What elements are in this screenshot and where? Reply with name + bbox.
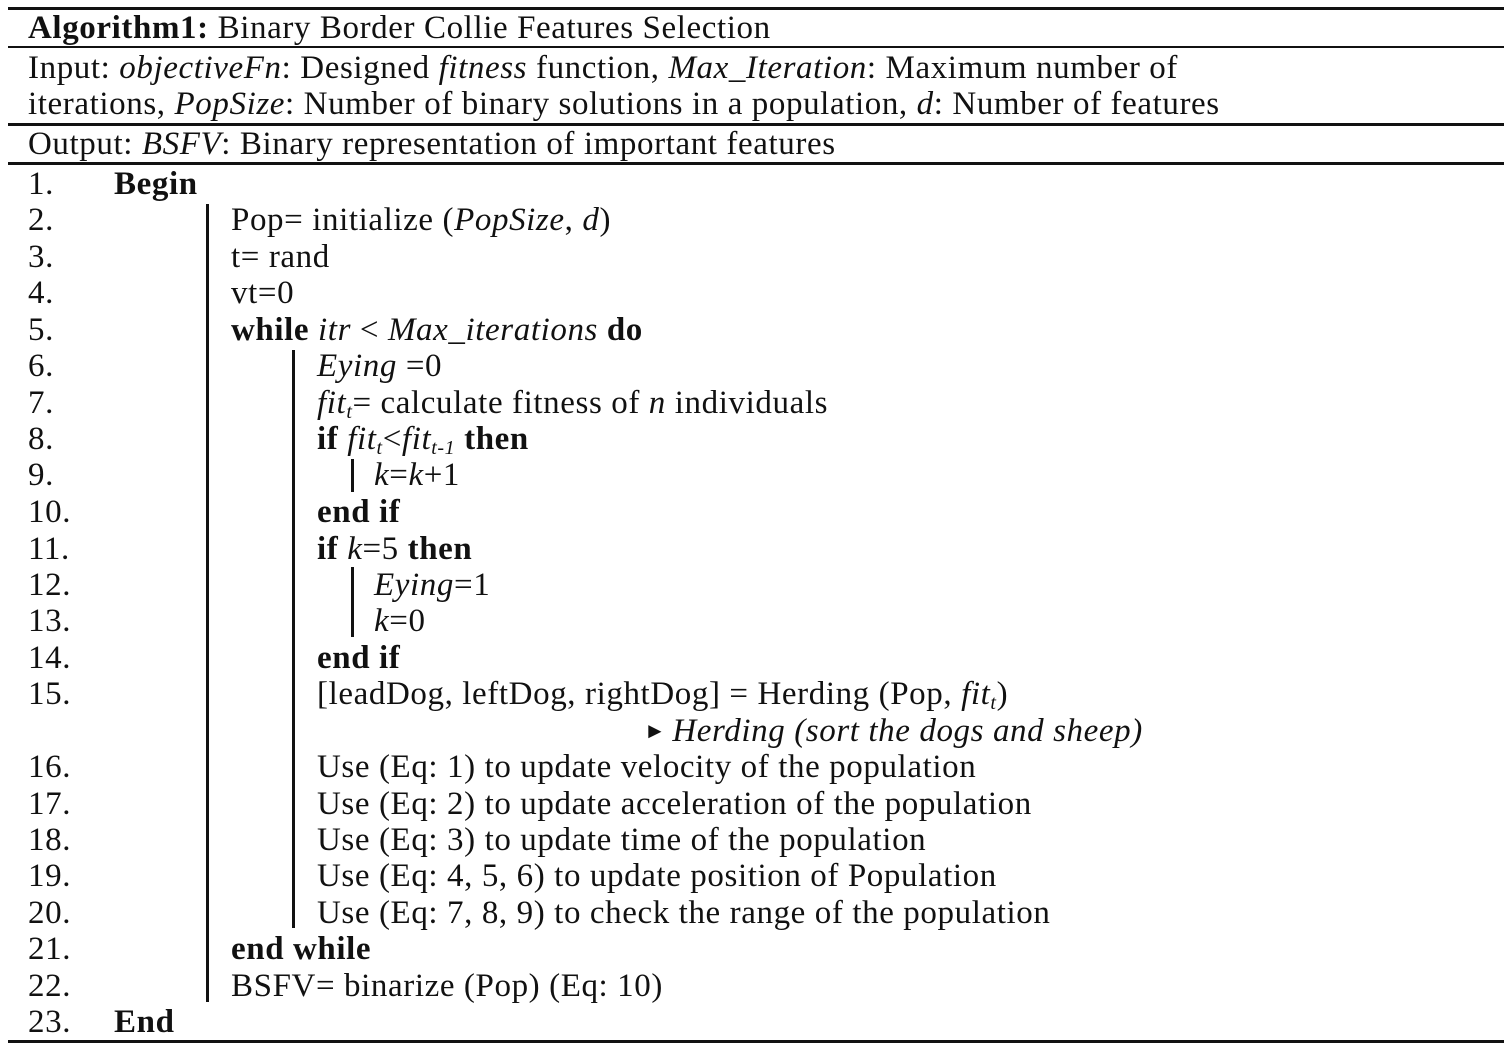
line-20: Use (Eq: 7, 8, 9) to check the range of the population [317, 895, 1051, 931]
line-5 [231, 312, 643, 348]
fit-subscript: t-1 [431, 437, 456, 459]
output-label: Output: [28, 126, 134, 162]
line-9 [374, 457, 460, 493]
header-rule [8, 46, 1504, 48]
herding-call: [leadDog, leftDog, rightDog] = Herding (Pop, [317, 676, 953, 712]
line-number: 16. [28, 749, 72, 785]
max-iterations-var: Max_iterations [387, 312, 598, 348]
max-iteration-name: Max_Iteration [668, 50, 867, 86]
line-number: 3. [28, 239, 54, 275]
line-number: 13. [28, 603, 72, 639]
line-number: 21. [28, 931, 72, 967]
equals: = [389, 457, 409, 493]
do-keyword: do [606, 312, 643, 348]
then-keyword: then [407, 531, 473, 567]
output-rule [8, 162, 1504, 165]
individuals-word: individuals [674, 385, 829, 421]
line-10: end if [317, 494, 401, 530]
fit-subscript: t [990, 692, 997, 714]
input-line-2 [28, 86, 1220, 122]
line-6 [317, 348, 442, 384]
fit-var: fit [401, 421, 432, 457]
line-number: 20. [28, 895, 72, 931]
line-8 [317, 421, 529, 457]
line-number: 9. [28, 457, 54, 493]
popsize-desc: : Number of binary solutions in a population, [285, 86, 908, 122]
n-var: n [648, 385, 666, 421]
line-number: 1. [28, 166, 54, 202]
assign-zero: =0 [389, 603, 426, 639]
function-word: function, [535, 50, 660, 86]
line-2 [231, 202, 611, 238]
line-19: Use (Eq: 4, 5, 6) to update position of Population [317, 858, 997, 894]
line-number: 19. [28, 858, 72, 894]
line-number: 7. [28, 385, 54, 421]
line-number: 4. [28, 275, 54, 311]
line-3: t= rand [231, 239, 330, 275]
k-var: k [374, 603, 390, 639]
line-14: end if [317, 640, 401, 676]
close-paren: ) [599, 202, 612, 238]
begin-block-line [206, 204, 209, 1002]
input-line-1 [28, 50, 1178, 86]
begin-keyword: Begin [114, 166, 198, 202]
k-var: k [347, 531, 363, 567]
line-number: 11. [28, 531, 70, 567]
line-number: 8. [28, 421, 54, 457]
herding-comment [644, 713, 1143, 749]
d-arg: d [582, 202, 600, 238]
fit-var: fit [961, 676, 991, 712]
line-21: end while [231, 931, 372, 967]
objective-fn-name: objectiveFn [119, 50, 282, 86]
line-number: 2. [28, 202, 54, 238]
if2-block-line [351, 567, 354, 637]
fit-var: fit [317, 385, 347, 421]
less-than: < [359, 312, 380, 348]
comma: , [564, 202, 583, 238]
line-number: 23. [28, 1004, 72, 1040]
if-keyword: if [317, 531, 339, 567]
fit-var: fit [347, 421, 377, 457]
fit-subscript: t [376, 437, 383, 459]
bsfv-name: BSFV [141, 126, 222, 162]
equals-five: =5 [362, 531, 399, 567]
bottom-rule [8, 1040, 1504, 1043]
assign-one: =1 [453, 567, 491, 603]
line-number: 5. [28, 312, 54, 348]
d-desc: : Number of features [933, 86, 1220, 122]
eying-var: Eying [317, 348, 397, 384]
line-4: vt=0 [231, 275, 295, 311]
output-line [28, 126, 836, 162]
line-12 [374, 567, 490, 603]
line-22: BSFV= binarize (Pop) (Eq: 10) [231, 968, 663, 1004]
line-number: 10. [28, 494, 72, 530]
popsize-arg: PopSize [454, 202, 565, 238]
line-16: Use (Eq: 1) to update velocity of the population [317, 749, 977, 785]
plus-one: +1 [423, 457, 461, 493]
comment-text: Herding (sort the dogs and sheep) [672, 713, 1143, 749]
close-paren: ) [996, 676, 1009, 712]
k-var: k [374, 457, 390, 493]
assign-zero: =0 [405, 348, 443, 384]
objective-fn-desc: : Designed [281, 50, 430, 86]
line-13 [374, 603, 426, 639]
fitness-word: fitness [438, 50, 528, 86]
max-iteration-desc: : Maximum number of [866, 50, 1178, 86]
end-keyword: End [114, 1004, 175, 1040]
line-11 [317, 531, 472, 567]
algorithm-title [28, 10, 771, 46]
itr-var: itr [318, 312, 352, 348]
bsfv-desc: : Binary representation of important features [221, 126, 836, 162]
line-7 [317, 385, 828, 421]
line-number: 22. [28, 968, 72, 1004]
line-number: 15. [28, 676, 72, 712]
popsize-name: PopSize [174, 86, 286, 122]
line-number: 6. [28, 348, 54, 384]
line-number: 14. [28, 640, 72, 676]
algorithm-label: Algorithm1: [28, 10, 209, 46]
iterations-word: iterations, [28, 86, 166, 122]
line-18: Use (Eq: 3) to update time of the population [317, 822, 927, 858]
line-15 [317, 676, 1008, 712]
fit-subscript: t [346, 401, 353, 423]
line-number: 12. [28, 567, 72, 603]
d-name: d [916, 86, 934, 122]
input-label: Input: [28, 50, 111, 86]
line-number: 17. [28, 786, 72, 822]
comment-triangle-icon: ► [644, 718, 667, 743]
line-number: 18. [28, 822, 72, 858]
while-keyword: while [231, 312, 310, 348]
while-block-line [292, 350, 295, 928]
calc-text: = calculate fitness of [352, 385, 640, 421]
eying-var: Eying [374, 567, 454, 603]
if1-block-line [351, 459, 354, 492]
then-keyword: then [464, 421, 529, 457]
algorithm-name: Binary Border Collie Features Selection [217, 10, 771, 46]
init-call: Pop= initialize ( [231, 202, 455, 238]
if-keyword: if [317, 421, 339, 457]
less-than: < [382, 421, 402, 457]
k-var: k [408, 457, 424, 493]
line-17: Use (Eq: 2) to update acceleration of the population [317, 786, 1032, 822]
